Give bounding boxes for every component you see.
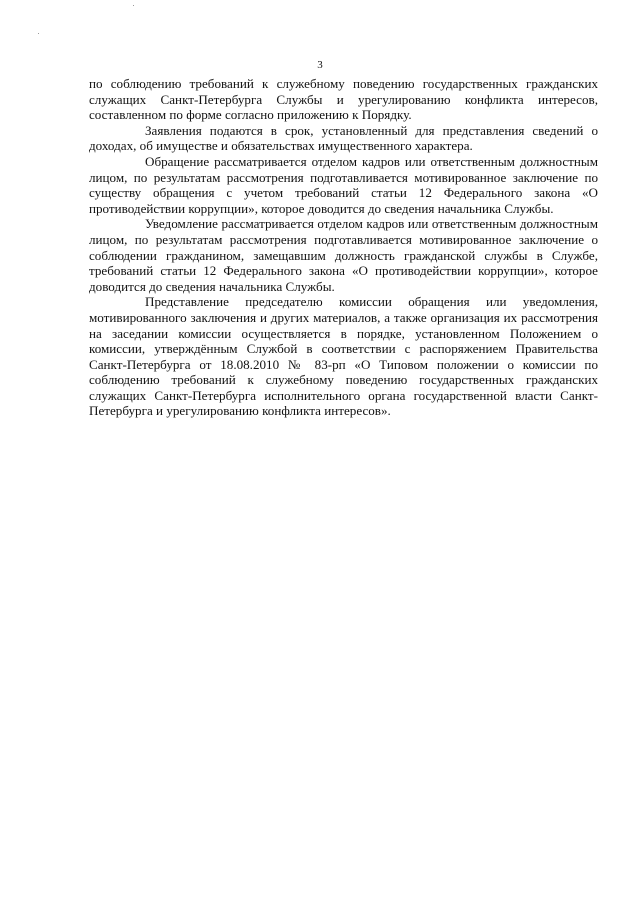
- paragraph-continuation: по соблюдению требований к служебному поведению государственных гражданских служащих Санкт-Петербурга Службы и урегулированию конфликта интересов, составленном по форме согласно приложению к Порядку.: [89, 76, 598, 123]
- paragraph-applications-deadline: Заявления подаются в срок, установленный для представления сведений о доходах, об имуществе и обязательствах имущественного характера.: [89, 122, 598, 154]
- page-number: 3: [317, 59, 323, 71]
- paragraph-appeal-review: Обращение рассматривается отделом кадров или ответственным должностным лицом, по результатам рассмотрения подготавливается мотивированное заключение по существу обращения с учетом требований статьи 12 Федерального закона «О противодействии коррупции», которое доводится до сведения начальника Службы.: [89, 153, 598, 216]
- scan-speck: [38, 33, 39, 34]
- paragraph-commission-submission: Представление председателю комиссии обращения или уведомления, мотивированного заключения и других материалов, а также организация их рассмотрения на заседании комиссии осуществляется в порядке, установленном Положением о комиссии, утверждённым Службой в соответствии с распоряжением Правительства Санкт-Петербурга от 18.08.2010 № 83-рп «О Типовом положении о комиссии по соблюдению требований к служебному поведению государственных гражданских служащих Санкт-Петербурга исполнительного органа государственной власти Санкт-Петербурга и урегулированию конфликта интересов».: [89, 294, 598, 419]
- document-body: [89, 76, 598, 419]
- paragraph-notification-review: Уведомление рассматривается отделом кадров или ответственным должностным лицом, по результатам рассмотрения подготавливается мотивированное заключение о соблюдении гражданином, замещавшим должность гражданской службы в Службе, требований статьи 12 Федерального закона «О противодействии коррупции», которое доводится до сведения начальника Службы.: [89, 216, 598, 294]
- scan-speck: [133, 5, 134, 6]
